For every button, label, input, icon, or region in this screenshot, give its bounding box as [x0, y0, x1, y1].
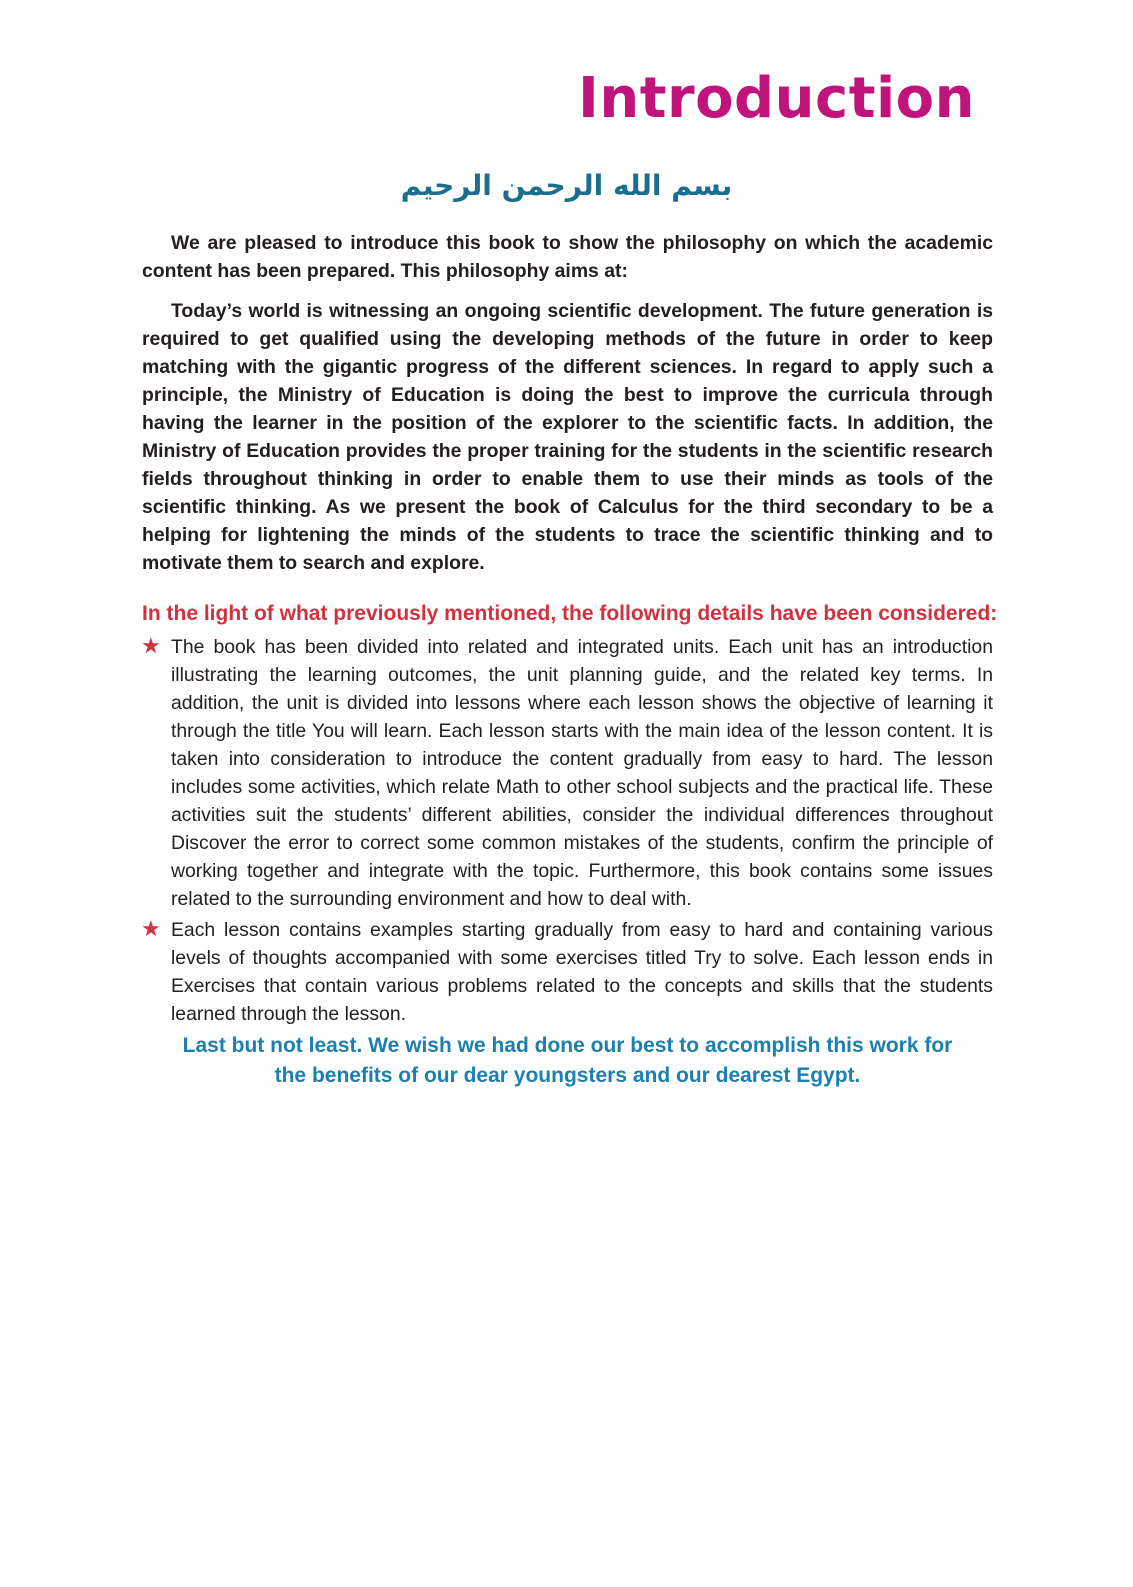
bullet-list [142, 633, 993, 1028]
star-icon: ★ [141, 633, 161, 658]
star-icon: ★ [141, 916, 161, 941]
bullet-text: The book has been divided into related and integrated units. Each unit has an introduction illustrating the learning outcomes, the unit planning guide, and the related key terms. In addition, the unit is divided into lessons where each lesson shows the objective of learning it through the title You will learn. Each lesson starts with the main idea of the lesson content. It is taken into consideration to introduce the content gradually from easy to hard. The lesson includes some activities, which relate Math to other school subjects and the practical life. These activities suit the students’ different abilities, consider the individual differences throughout Discover the error to correct some common mistakes of the students, confirm the principle of working together and integrate with the topic. Furthermore, this book contains some issues related to the surrounding environment and how to deal with. [171, 636, 993, 910]
section-heading: In the light of what previously mentioned, the following details have been considered: [142, 602, 998, 625]
basmala: بسم الله الرحمن الرحيم [400, 169, 733, 202]
intro-paragraph: We are pleased to introduce this book to show the philosophy on which the academic content has been prepared. This philosophy aims at: [142, 232, 993, 282]
list-item [142, 633, 993, 913]
list-item [142, 916, 993, 1028]
body-paragraph: Today’s world is witnessing an ongoing scientific development. The future generation is required to get qualified using the developing methods of the future in order to keep matching with the gigantic progress of the different sciences. In regard to apply such a principle, the Ministry of Education is doing the best to improve the curricula through having the learner in the position of the explorer to the scientific facts. In addition, the Ministry of Education provides the proper training for the students in the scientific research fields throughout thinking in order to enable them to use their minds as tools of the scientific thinking. As we present the book of Calculus for the third secondary to be a helping for lightening the minds of the students to trace the scientific thinking and to motivate them to search and explore. [142, 300, 993, 574]
page-title: Introduction [577, 66, 975, 131]
bullet-text: Each lesson contains examples starting gradually from easy to hard and containing various levels of thoughts accompanied with some exercises titled Try to solve. Each lesson ends in Exercises that contain various problems related to the concepts and skills that the students learned through the lesson. [171, 919, 993, 1025]
closing-statement: Last but not least. We wish we had done our best to accomplish this work for the benefits of our dear youngsters and our dearest Egypt. [182, 1034, 953, 1087]
main-content [141, 229, 998, 1091]
